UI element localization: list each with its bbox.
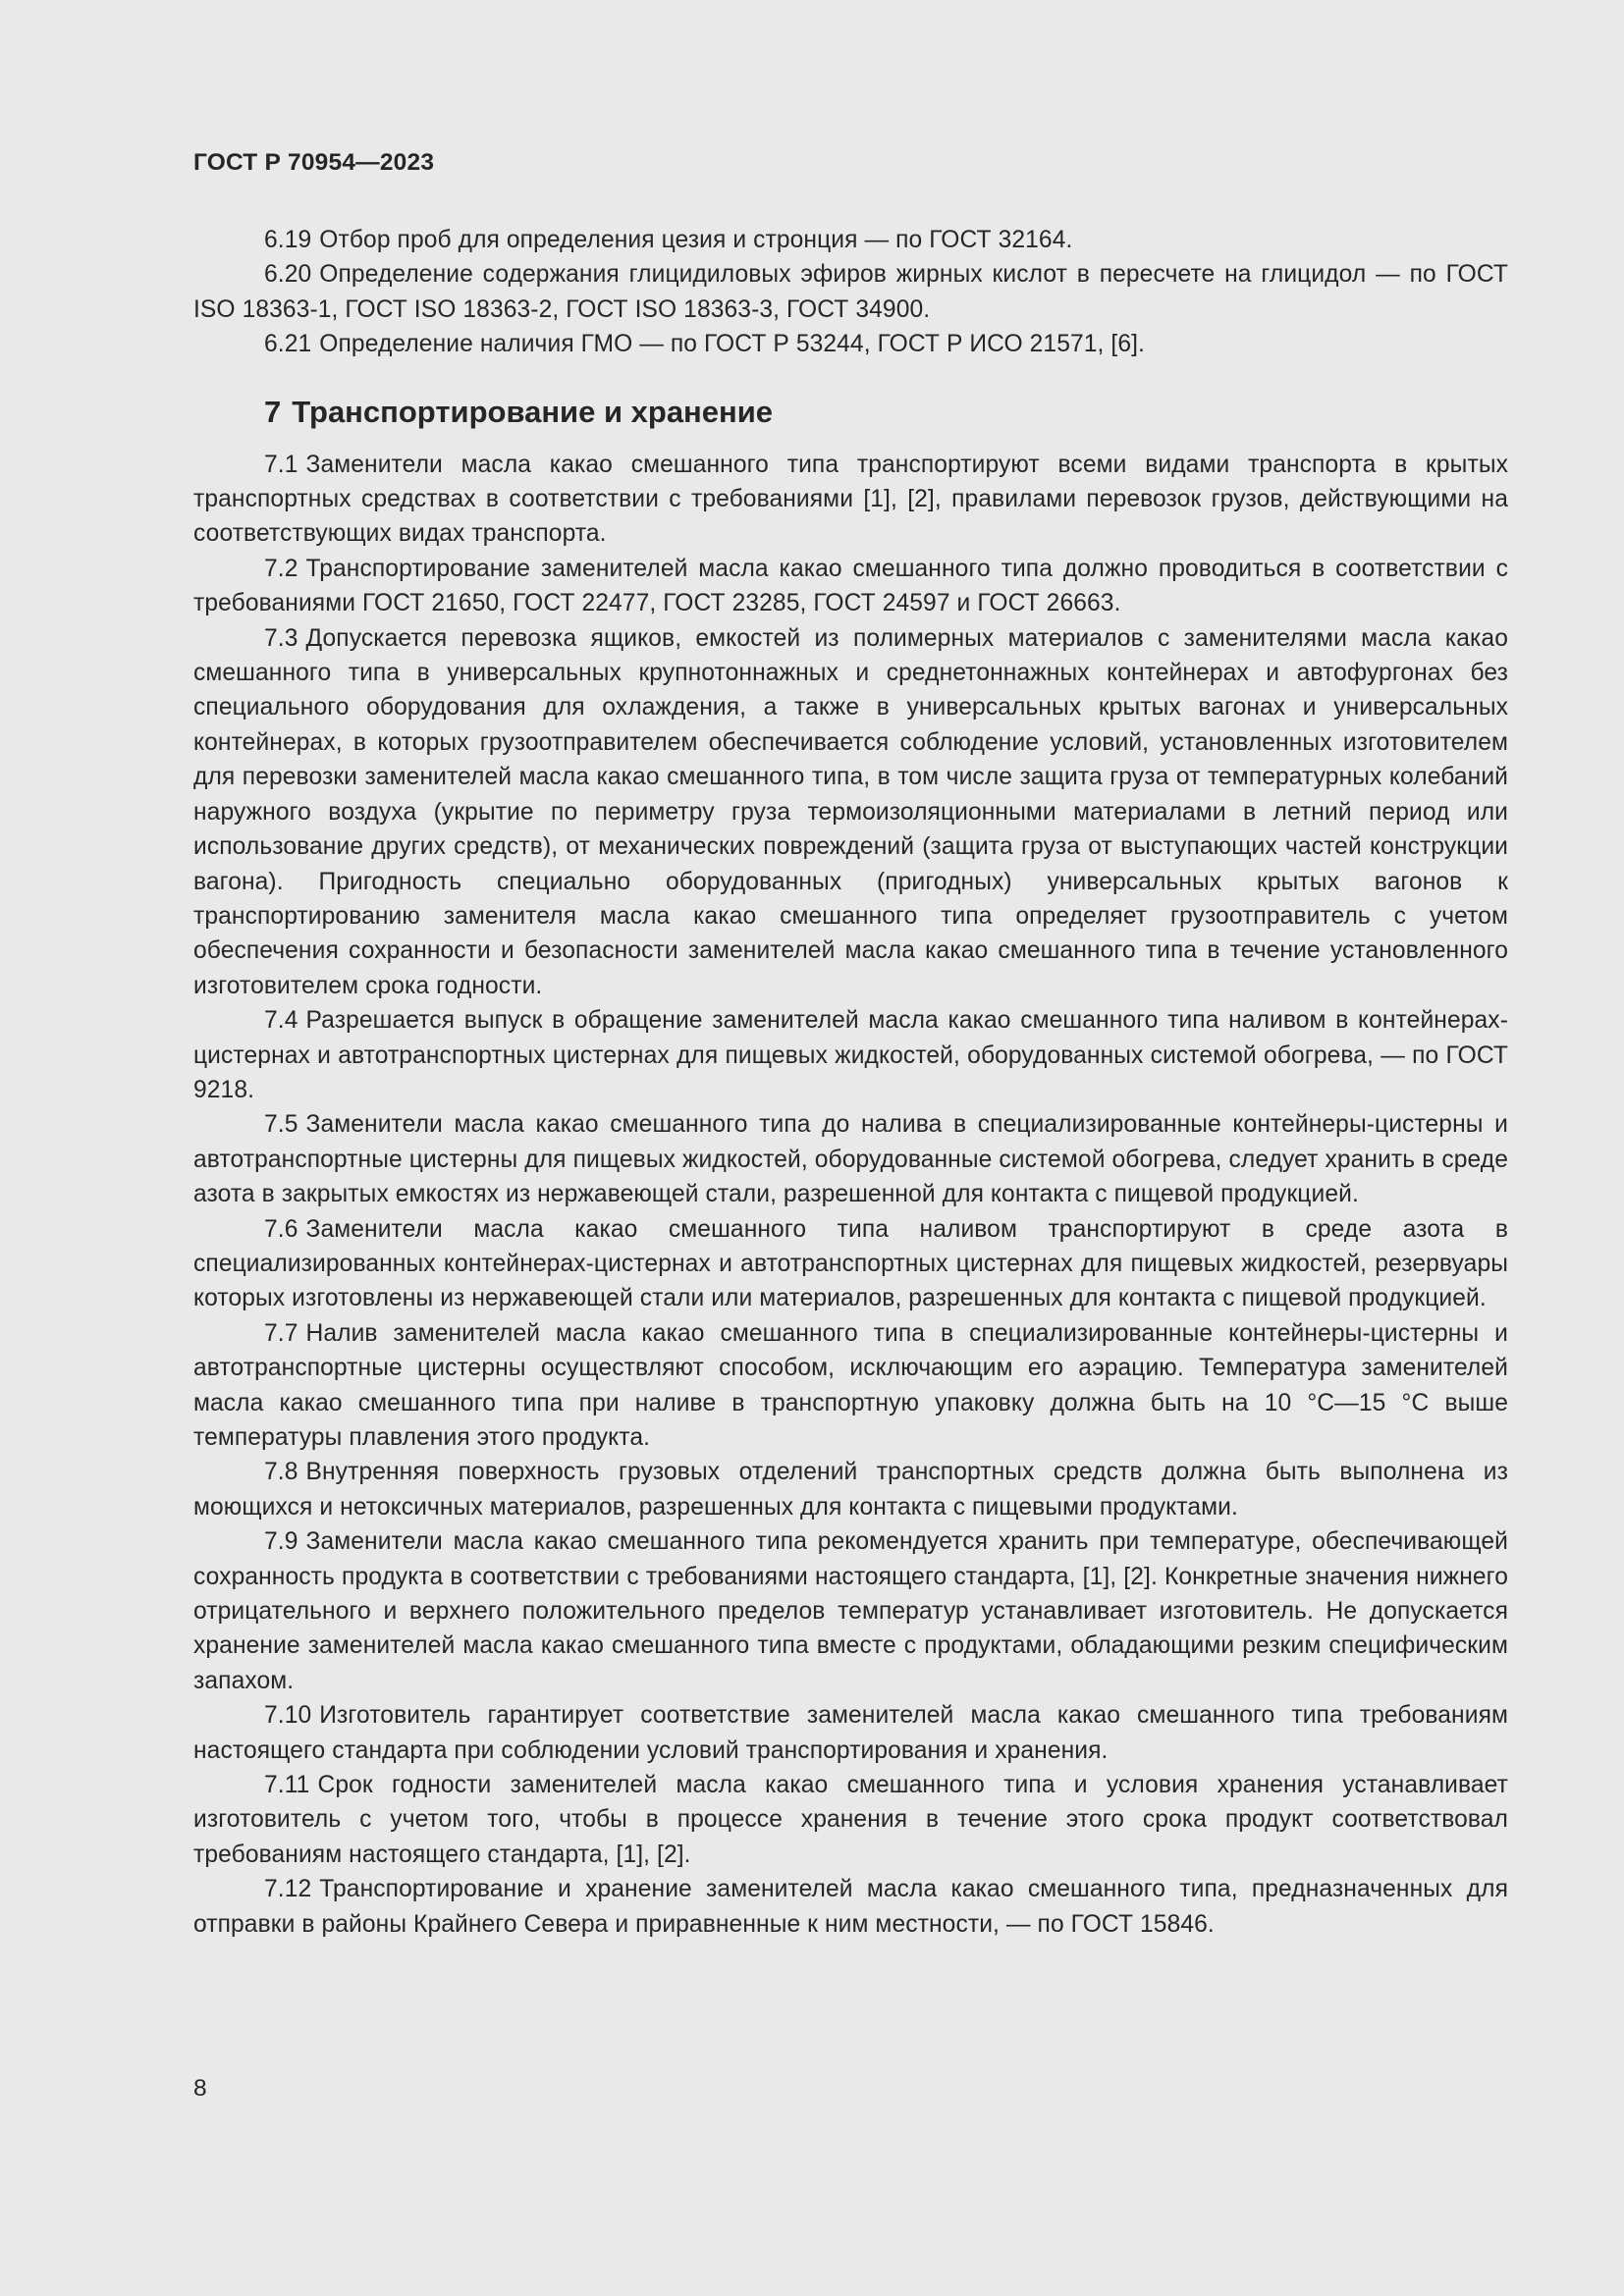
clause-6-19 xyxy=(193,223,1508,257)
clause-text: Налив заменителей масла какао смешанного типа в специализированные контейнеры-цистерны и автотранспортные цистерны осуществляют способом, исключающим его аэрацию. Температура заменителей масла какао смешанного типа при наливе в транспортную упаковку должна быть на 10 °С—15 °С выше температуры плавления этого продукта. xyxy=(193,1319,1508,1451)
clause-text: Заменители масла какао смешанного типа транспортируют всеми видами транспорта в крытых транспортных средствах в соответствии с требованиями [1], [2], правилами перевозок грузов, действующими на соответствующих видах транспорта. xyxy=(193,451,1508,548)
clause-number: 6.20 xyxy=(264,261,312,289)
clause-7-12 xyxy=(193,1872,1508,1942)
clause-text: Допускается перевозка ящиков, емкостей из полимерных материалов с заменителями масла какао смешанного типа в универсальных крупнотоннажных и среднетоннажных контейнерах и автофургонах без специального оборудования для охлаждения, а также в универсальных крытых вагонах и универсальных контейнерах, в которых грузоотправителем обеспечивается соблюдение условий, установленных изготовителем для перевозки заменителей масла какао смешанного типа, в том числе защита груза от температурных колебаний наружного воздуха (укрытие по периметру груза термоизоляционными материалами в летний период или использование других средств), от механических повреждений (защита груза от выступающих частей конструкции вагона). Пригодность специально оборудованных (пригодных) универсальных крытых вагонов к транспортированию заменителя масла какао смешанного типа определяет грузоотправитель с учетом обеспечения сохранности и безопасности заменителей масла какао смешанного типа в течение установленного изготовителем срока годности. xyxy=(193,624,1508,999)
clause-number: 7.6 xyxy=(264,1215,298,1243)
clause-number: 7.11 xyxy=(264,1772,310,1799)
clause-number: 7.4 xyxy=(264,1007,298,1035)
clause-number: 7.8 xyxy=(264,1459,298,1486)
clause-number: 7.1 xyxy=(264,451,298,478)
clause-text: Изготовитель гарантирует соответствие заменителей масла какао смешанного типа требованиям настоящего стандарта при соблюдении условий транспортирования и хранения. xyxy=(193,1702,1508,1764)
page-number: 8 xyxy=(193,2075,207,2102)
clause-7-7 xyxy=(193,1316,1508,1456)
clause-7-9 xyxy=(193,1524,1508,1698)
clause-number: 7.3 xyxy=(264,624,298,652)
clause-7-8 xyxy=(193,1455,1508,1524)
clause-text: Внутренняя поверхность грузовых отделений транспортных средств должна быть выполнена из моющихся и нетоксичных материалов, разрешенных для контакта с пищевыми продуктами. xyxy=(193,1459,1508,1521)
clause-text: Отбор проб для определения цезия и стронция — по ГОСТ 32164. xyxy=(319,227,1073,253)
clause-text: Определение наличия ГМО — по ГОСТ Р 53244, ГОСТ Р ИСО 21571, [6]. xyxy=(319,331,1145,358)
clause-7-10 xyxy=(193,1698,1508,1768)
clause-7-6 xyxy=(193,1212,1508,1316)
clause-number: 7.9 xyxy=(264,1528,298,1556)
clause-number: 7.7 xyxy=(264,1319,298,1347)
clause-text: Транспортирование и хранение заменителей масла какао смешанного типа, предназначенных для отправки в районы Крайнего Севера и приравненные к ним местности, — по ГОСТ 15846. xyxy=(193,1876,1508,1938)
clause-7-1 xyxy=(193,448,1508,552)
clause-7-3 xyxy=(193,621,1508,1003)
document-header: ГОСТ Р 70954—2023 xyxy=(193,149,435,176)
section-7-body xyxy=(193,448,1508,1942)
section-6-tail xyxy=(193,223,1508,362)
section-title-text: Транспортирование и хранение xyxy=(292,394,774,429)
clause-text: Заменители масла какао смешанного типа наливом транспортируют в среде азота в специализированных контейнерах-цистернах и автотранспортных цистернах для пищевых жидкостей, резервуары которых изготовлены из нержавеющей стали или материалов, разрешенных для контакта с пищевой продукцией. xyxy=(193,1215,1508,1312)
clause-6-21 xyxy=(193,327,1508,361)
clause-7-11 xyxy=(193,1768,1508,1872)
clause-6-20 xyxy=(193,257,1508,327)
clause-text: Транспортирование заменителей масла какао смешанного типа должно проводиться в соответствии с требованиями ГОСТ 21650, ГОСТ 22477, ГОСТ 23285, ГОСТ 24597 и ГОСТ 26663. xyxy=(193,555,1508,617)
clause-number: 7.10 xyxy=(264,1702,312,1730)
clause-7-4 xyxy=(193,1003,1508,1107)
clause-text: Заменители масла какао смешанного типа рекомендуется хранить при температуре, обеспечивающей сохранность продукта в соответствии с требованиями настоящего стандарта, [1], [2]. Конкретные значения нижнего отрицательного и верхнего положительного пределов температур устанавливает изготовитель. Не допускается хранение заменителей масла какао смешанного типа вместе с продуктами, обладающими резким специфическим запахом. xyxy=(193,1528,1508,1694)
clause-text: Разрешается выпуск в обращение заменителей масла какао смешанного типа наливом в контейнерах-цистернах и автотранспортных цистернах для пищевых жидкостей, оборудованных системой обогрева, — по ГОСТ 9218. xyxy=(193,1007,1508,1103)
section-7-title xyxy=(193,393,1508,432)
section-number: 7 xyxy=(264,394,282,429)
page-content xyxy=(193,223,1508,1942)
clause-text: Определение содержания глицидиловых эфиров жирных кислот в пересчете на глицидол — по ГОСТ ISO 18363-1, ГОСТ ISO 18363-2, ГОСТ ISO 18363-3, ГОСТ 34900. xyxy=(193,261,1508,323)
clause-number: 7.5 xyxy=(264,1111,298,1139)
clause-number: 7.2 xyxy=(264,555,298,582)
clause-text: Срок годности заменителей масла какао смешанного типа и условия хранения устанавливает изготовитель с учетом того, чтобы в процессе хранения в течение этого срока продукт соответствовал требованиям настоящего стандарта, [1], [2]. xyxy=(193,1772,1508,1868)
clause-7-5 xyxy=(193,1107,1508,1211)
clause-number: 6.21 xyxy=(264,331,312,358)
clause-7-2 xyxy=(193,552,1508,621)
clause-text: Заменители масла какао смешанного типа до налива в специализированные контейнеры-цистерны и автотранспортные цистерны для пищевых жидкостей, оборудованные системой обогрева, следует хранить в среде азота в закрытых емкостях из нержавеющей стали, разрешенной для контакта с пищевой продукцией. xyxy=(193,1111,1508,1208)
clause-number: 6.19 xyxy=(264,227,312,253)
clause-number: 7.12 xyxy=(264,1876,312,1903)
